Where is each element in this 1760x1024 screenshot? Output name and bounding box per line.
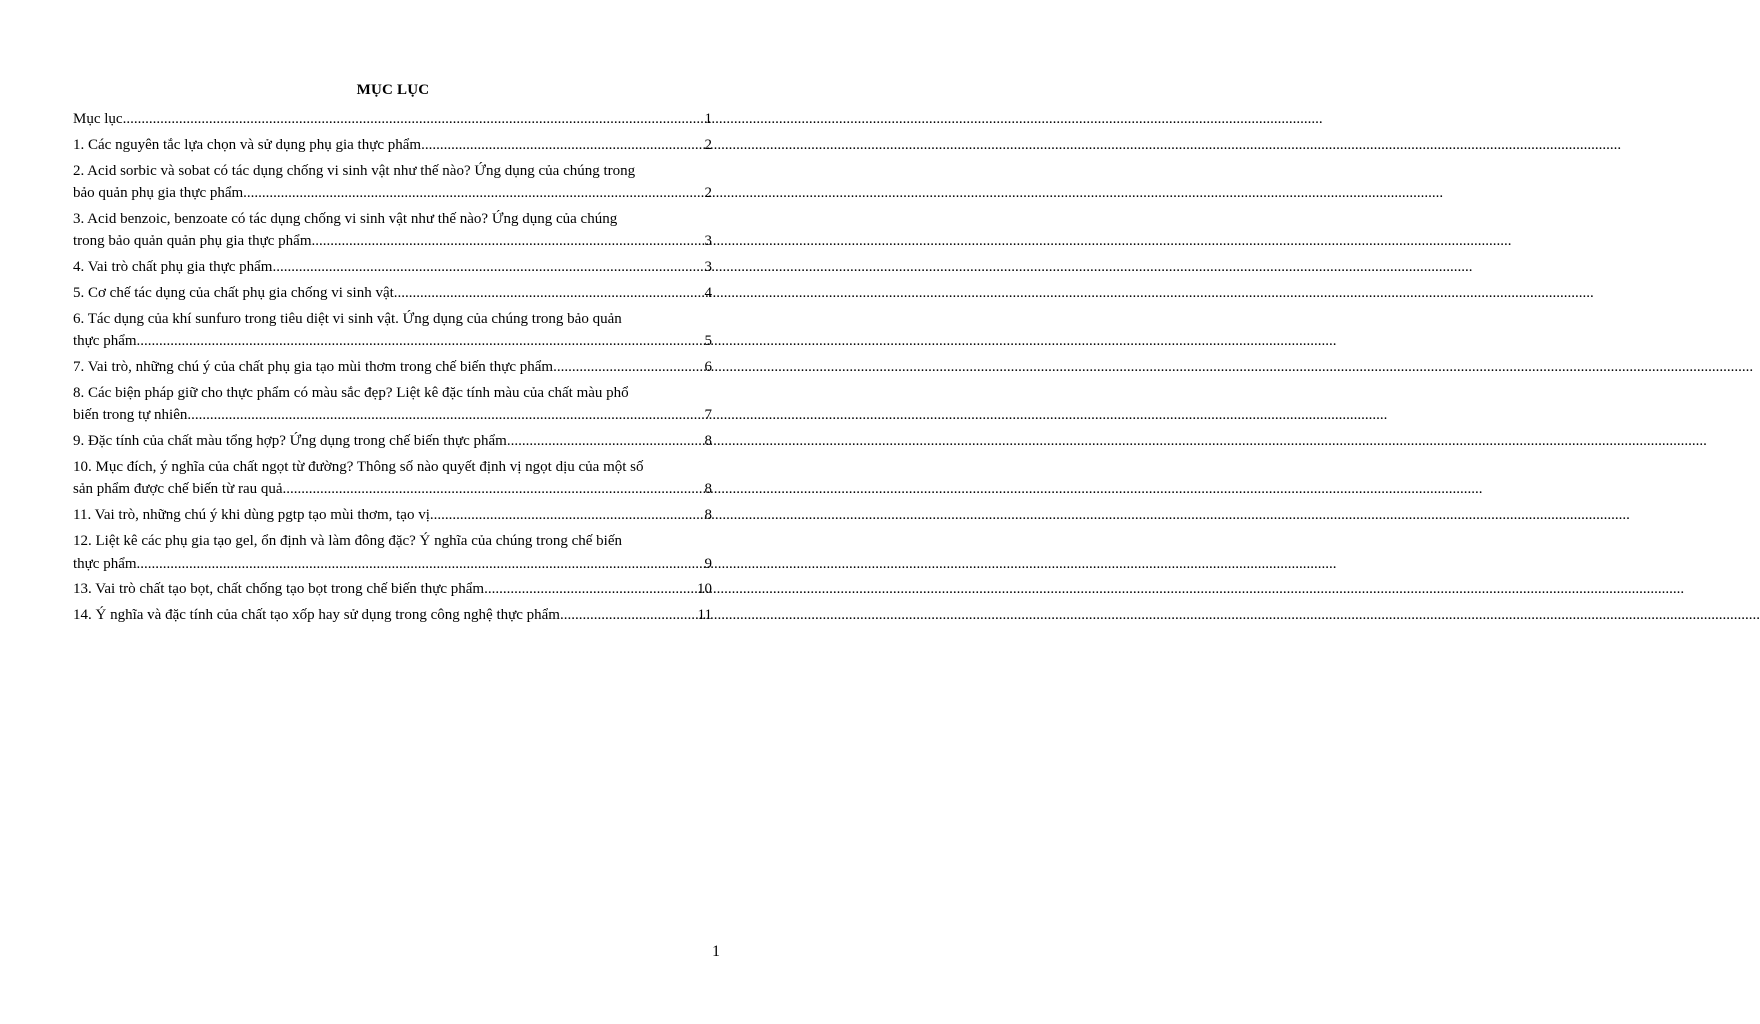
toc-entry[interactable] (73, 308, 712, 353)
toc-entry[interactable] (73, 456, 712, 501)
toc-entry[interactable] (73, 356, 712, 379)
toc-entry-title: 9. Đặc tính của chất màu tổng hợp? Ứng dụng trong chế biến thực phẩm (73, 433, 507, 450)
toc-entry-page: 9 (704, 555, 712, 572)
toc-entry-title-line2: thực phẩm (73, 555, 137, 572)
toc-leader-dots (123, 108, 705, 131)
toc-entry[interactable] (73, 256, 712, 279)
toc-entry[interactable] (73, 160, 712, 205)
toc-leader-dots (137, 553, 705, 576)
toc-entry-line (73, 134, 712, 157)
toc-leader-dots (553, 356, 704, 379)
toc-entry[interactable] (73, 430, 712, 453)
toc-leader-dots (187, 404, 704, 427)
toc-entry-line (73, 330, 712, 353)
toc-entry[interactable] (73, 134, 712, 157)
toc-entry-title-line2: bảo quản phụ gia thực phẩm (73, 185, 244, 202)
toc-entry-title-line2: thực phẩm (73, 333, 137, 350)
toc-entry-page: 2 (704, 136, 712, 153)
toc-entry-line (73, 430, 712, 453)
toc-leader-dots (312, 230, 705, 253)
toc-entry-title: Mục lục (73, 111, 123, 127)
toc-entry-line (73, 230, 712, 253)
toc-entry-page: 4 (704, 284, 712, 301)
toc-entry-title: 4. Vai trò chất phụ gia thực phẩm (73, 259, 273, 276)
toc-leader-dots (272, 256, 704, 279)
toc-entry-line (73, 256, 712, 279)
toc-entry[interactable] (73, 282, 712, 305)
toc-entry-title-line1: 6. Tác dụng của khí sunfuro trong tiêu diệt vi sinh vật. Ứng dụng của chúng trong bảo quản (73, 310, 622, 327)
toc-list (73, 108, 712, 630)
toc-entry-line (73, 404, 712, 427)
toc-entry-title-line1: 8. Các biện pháp giữ cho thực phẩm có màu sắc đẹp? Liệt kê đặc tính màu của chất màu phổ (73, 384, 629, 401)
toc-entry-title-line1: 10. Mục đích, ý nghĩa của chất ngọt từ đường? Thông số nào quyết định vị ngọt dịu của một số (73, 458, 644, 475)
toc-entry-title-line2: sản phẩm được chế biến từ rau quả (73, 481, 283, 498)
document-page (0, 0, 768, 1024)
toc-leader-dots (243, 182, 704, 205)
toc-title: MỤC LỤC (356, 82, 430, 98)
toc-entry[interactable] (73, 108, 712, 131)
toc-entry-title: 11. Vai trò, những chú ý khi dùng pgtp tạo mùi thơm, tạo vị (73, 507, 430, 524)
toc-entry-page: 3 (704, 259, 712, 276)
toc-leader-dots (484, 578, 697, 601)
toc-entry-title-line1: 2. Acid sorbic và sobat có tác dụng chống vi sinh vật như thế nào? Ứng dụng của chúng trong (73, 162, 636, 179)
toc-entry-line (73, 356, 712, 379)
toc-leader-dots (507, 430, 705, 453)
toc-entry-page: 2 (704, 185, 712, 202)
toc-entry-page: 7 (704, 407, 712, 424)
toc-entry-title: 5. Cơ chế tác dụng của chất phụ gia chống vi sinh vật (73, 284, 394, 301)
toc-entry[interactable] (73, 208, 712, 253)
toc-leader-dots (283, 478, 705, 501)
toc-entry-page: 6 (704, 359, 712, 376)
toc-entry-title: 1. Các nguyên tắc lựa chọn và sử dụng phụ gia thực phẩm (73, 136, 422, 153)
toc-entry-page: 1 (704, 111, 712, 127)
toc-entry-title: 7. Vai trò, những chú ý của chất phụ gia tạo mùi thơm trong chế biến thực phẩm (73, 359, 554, 376)
toc-entry-page: 8 (704, 507, 712, 524)
toc-leader-dots (137, 330, 705, 353)
toc-leader-dots (394, 282, 705, 305)
page-number: 1 (712, 943, 720, 960)
toc-entry-page: 5 (704, 333, 712, 350)
toc-entry[interactable] (73, 382, 712, 427)
toc-entry-line (73, 182, 712, 205)
toc-entry-page: 3 (704, 233, 712, 250)
toc-entry-title: 13. Vai trò chất tạo bọt, chất chống tạo bọt trong chế biến thực phẩm (73, 581, 485, 598)
toc-entry[interactable] (73, 578, 712, 601)
toc-entry-line (73, 282, 712, 305)
toc-entry-title-line2: biến trong tự nhiên (73, 407, 188, 424)
toc-entry-title-line2: trong bảo quản quản phụ gia thực phẩm (73, 233, 312, 250)
toc-entry-line (73, 108, 712, 131)
toc-entry-page: 8 (704, 433, 712, 450)
toc-entry-line (73, 504, 712, 527)
toc-entry-title-line1: 3. Acid benzoic, benzoate có tác dụng chống vi sinh vật như thế nào? Ứng dụng của chúng (73, 210, 618, 227)
toc-entry-title: 14. Ý nghĩa và đặc tính của chất tạo xốp hay sử dụng trong công nghệ thực phẩm (73, 607, 560, 624)
toc-entry-page: 10 (697, 581, 712, 598)
toc-entry-line (73, 553, 712, 576)
toc-leader-dots (430, 504, 705, 527)
toc-leader-dots (421, 134, 704, 157)
toc-entry[interactable] (73, 504, 712, 527)
toc-leader-dots (560, 604, 698, 627)
toc-entry-page: 11 (697, 607, 712, 624)
toc-entry-title-line1: 12. Liệt kê các phụ gia tạo gel, ổn định và làm đông đặc? Ý nghĩa của chúng trong chế biến (73, 533, 622, 550)
toc-entry-line (73, 604, 712, 627)
toc-entry[interactable] (73, 604, 712, 627)
toc-entry-line (73, 578, 712, 601)
toc-entry[interactable] (73, 530, 712, 575)
toc-entry-line (73, 478, 712, 501)
toc-entry-page: 8 (704, 481, 712, 498)
